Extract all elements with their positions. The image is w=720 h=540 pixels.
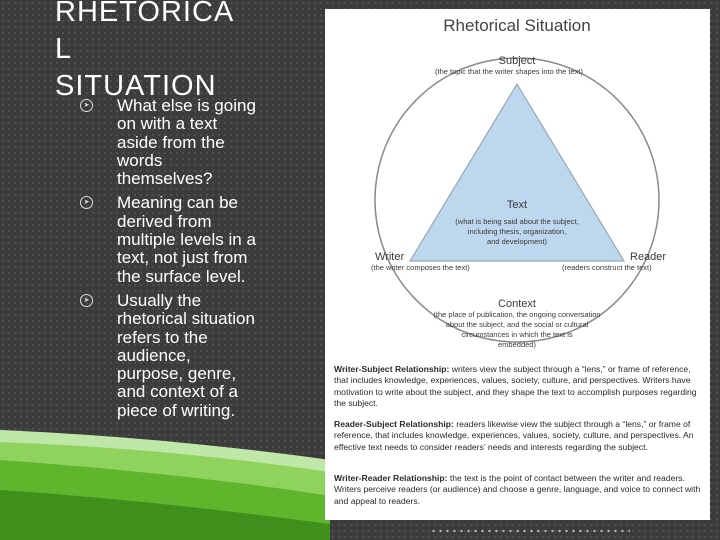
context-desc-line: (the place of publication, the ongoing conversation: [433, 310, 601, 319]
bullet-text: Meaning can be derived from multiple levels in a text, not just from the surface level.: [117, 193, 256, 286]
rhetorical-diagram: [325, 9, 710, 364]
context-desc-line: embedded): [498, 340, 536, 349]
text-desc-line: (what is being said about the subject,: [455, 217, 579, 226]
bullet-item: [78, 292, 256, 420]
context-desc-line: circumstances in which the text is: [461, 330, 573, 339]
context-desc-line: about the subject, and the social or cultural: [445, 320, 589, 329]
writer-subject-relationship: [334, 364, 704, 410]
relationship-label: Writer-Subject Relationship:: [334, 364, 450, 374]
text-desc-line: and development): [486, 237, 548, 246]
relationship-text: readers likewise view the subject through a “lens,” or frame of reference, that includes knowledge, experiences, values, society, culture, and perspectives. An effective text needs to consider readers’ needs and interests regarding the subject.: [334, 419, 694, 452]
reader-desc: (readers construct the text): [562, 263, 652, 272]
figure-title: Rhetorical Situation: [443, 16, 591, 35]
writer-reader-relationship: [334, 473, 704, 507]
circled-arrow-icon: ➤: [80, 294, 93, 307]
swoosh-graphic: [0, 420, 330, 540]
relationship-text: the text is the point of contact between the writer and readers. Writers perceive readers (or audience) and choose a genre, language, and voice to connect with and appeal to readers.: [334, 473, 701, 506]
relationship-text: writers view the subject through a “lens,” or frame of reference, that includes knowledge, experiences, values, society, culture, and perspectives. Writers have motivation to write about the subject, and they shape the text to accomplish purposes regarding the subject.: [334, 364, 697, 409]
writer-label: Writer: [375, 251, 405, 263]
circled-arrow-icon: ➤: [80, 99, 93, 112]
relationship-label: Reader-Subject Relationship:: [334, 419, 454, 429]
bullet-text: Usually the rhetorical situation refers to the audience, purpose, genre, and context of a piece of writing.: [117, 290, 255, 420]
reader-subject-relationship: [334, 419, 704, 453]
relationship-label: Writer-Reader Relationship:: [334, 473, 448, 483]
dotted-decoration: [430, 528, 630, 534]
text-label: Text: [506, 199, 528, 211]
slide-title: RHETORICA L SITUATION: [55, 0, 235, 102]
context-label: Context: [498, 298, 536, 310]
subject-desc: (the topic that the writer shapes into the text): [435, 67, 583, 76]
subject-label: Subject: [498, 55, 536, 67]
bullet-list: [78, 97, 256, 426]
reader-label: Reader: [630, 251, 667, 263]
green-swoosh-decoration: [0, 420, 330, 540]
bullet-text: What else is going on with a text aside from the words themselves?: [117, 96, 256, 189]
bullet-item: [78, 194, 256, 285]
text-desc-line: including thesis, organization,: [467, 227, 567, 236]
circled-arrow-icon: ➤: [80, 196, 93, 209]
bullet-item: [78, 97, 256, 188]
writer-desc: (the writer composes the text): [371, 263, 470, 272]
rhetorical-situation-figure: [325, 9, 710, 520]
